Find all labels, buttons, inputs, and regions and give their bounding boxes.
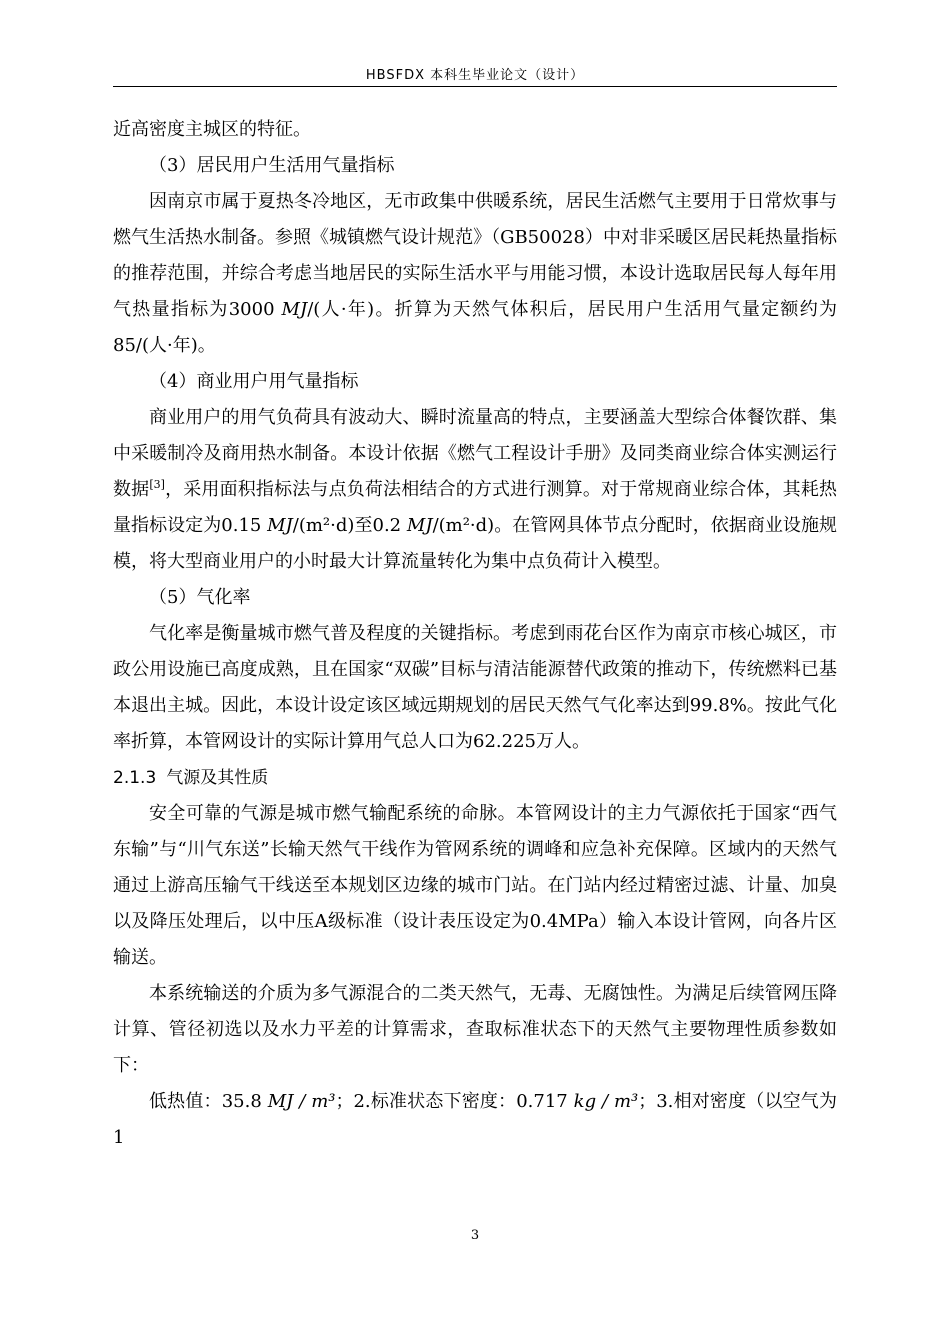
subheading-gasification: （5）气化率	[149, 587, 251, 608]
subheading-commercial: （4）商业用户用气量指标	[149, 371, 359, 392]
unit: MJ / m³	[267, 1091, 336, 1112]
paragraph-gasification: 气化率是衡量城市燃气普及程度的关键指标。考虑到雨花台区作为南京市核心城区，市政公用设施已高度成熟，且在国家“双碳”目标与清洁能源替代政策的推动下，传统燃料已基本退出主城。因此，本设计设定该区域远期规划的居民天然气气化率达到99.8%。按此气化率折算，本管网设计的实际计算用气总人口为62.225万人。	[113, 623, 837, 752]
value: 0.15	[221, 515, 262, 536]
header-divider	[113, 86, 837, 87]
unit: MJ	[406, 515, 433, 536]
unit: /(人·年)	[307, 299, 375, 320]
unit: kg / m³	[573, 1091, 639, 1112]
paragraph-continuation: 近高密度主城区的特征。	[113, 119, 311, 140]
text: ，采用面积指标法与点负荷法相结合的方式进行测算。对于常规商业综合体，其耗热量指标设定为	[113, 479, 838, 536]
text: 。	[197, 335, 216, 356]
unit: MJ	[267, 515, 293, 536]
section-heading	[113, 760, 837, 796]
section-number: 2.1.3	[113, 768, 157, 788]
text: ；3.相对密度（以空气为1	[113, 1091, 837, 1148]
paragraph-commercial	[113, 400, 837, 580]
unit: /(人·年)	[135, 335, 198, 356]
subheading-residential: （3）居民用户生活用气量指标	[149, 155, 395, 176]
text: 至	[354, 515, 373, 536]
text: ；2.标准状态下密度：0.717	[335, 1091, 568, 1112]
text: 低热值：35.8	[149, 1091, 262, 1112]
value: 3000	[228, 299, 275, 320]
citation: [3]	[149, 478, 165, 491]
value: 85	[113, 335, 136, 356]
value: 0.2	[372, 515, 402, 536]
text: 商业用户的用气负荷具有波动大、瞬时流量高的特点，主要涵盖大型综合体餐饮群、集中采暖制冷及商用热水制备。本设计依据《燃气工程设计手册》及同类商业综合体实测运行数据	[113, 407, 837, 500]
page-number: 3	[470, 1228, 480, 1243]
text: 因南京市属于夏热冬冷地区，无市政集中供暖系统，居民生活燃气主要用于日常炊事与燃气生活热水制备。参照《城镇燃气设计规范》（GB50028）中对非采暖区居民耗热量指标的推荐范围，并综合考虑当地居民的实际生活水平与用能习惯，本设计选取居民每人每年用气热量指标为	[113, 191, 837, 320]
text: 。折算为天然气体积后，居民用户生活用气量定额约为	[374, 299, 837, 320]
paragraph-residential	[113, 184, 837, 364]
unit: /(m²·d)	[292, 515, 355, 536]
paragraph-properties	[113, 1084, 837, 1156]
section-title: 气源及其性质	[166, 768, 269, 788]
page-header: HBSFDX 本科生毕业论文（设计）	[365, 68, 585, 83]
unit: MJ	[281, 299, 308, 320]
unit: /(m²·d)	[432, 515, 495, 536]
document-body	[113, 112, 837, 1156]
paragraph-gas-source: 安全可靠的气源是城市燃气输配系统的命脉。本管网设计的主力气源依托于国家“西气东输”与“川气东送”长输天然气干线作为管网系统的调峰和应急补充保障。区域内的天然气通过上游高压输气干线送至本规划区边缘的城市门站。在门站内经过精密过滤、计量、加臭以及降压处理后，以中压A级标准（设计表压设定为0.4MPa）输入本设计管网，向各片区输送。	[113, 803, 837, 968]
text: 。在管网具体节点分配时，依据商业设施规模，将大型商业用户的小时最大计算流量转化为集中点负荷计入模型。	[113, 515, 837, 572]
paragraph-gas-medium: 本系统输送的介质为多气源混合的二类天然气，无毒、无腐蚀性。为满足后续管网压降计算、管径初选以及水力平差的计算需求，查取标准状态下的天然气主要物理性质参数如下：	[113, 983, 837, 1076]
